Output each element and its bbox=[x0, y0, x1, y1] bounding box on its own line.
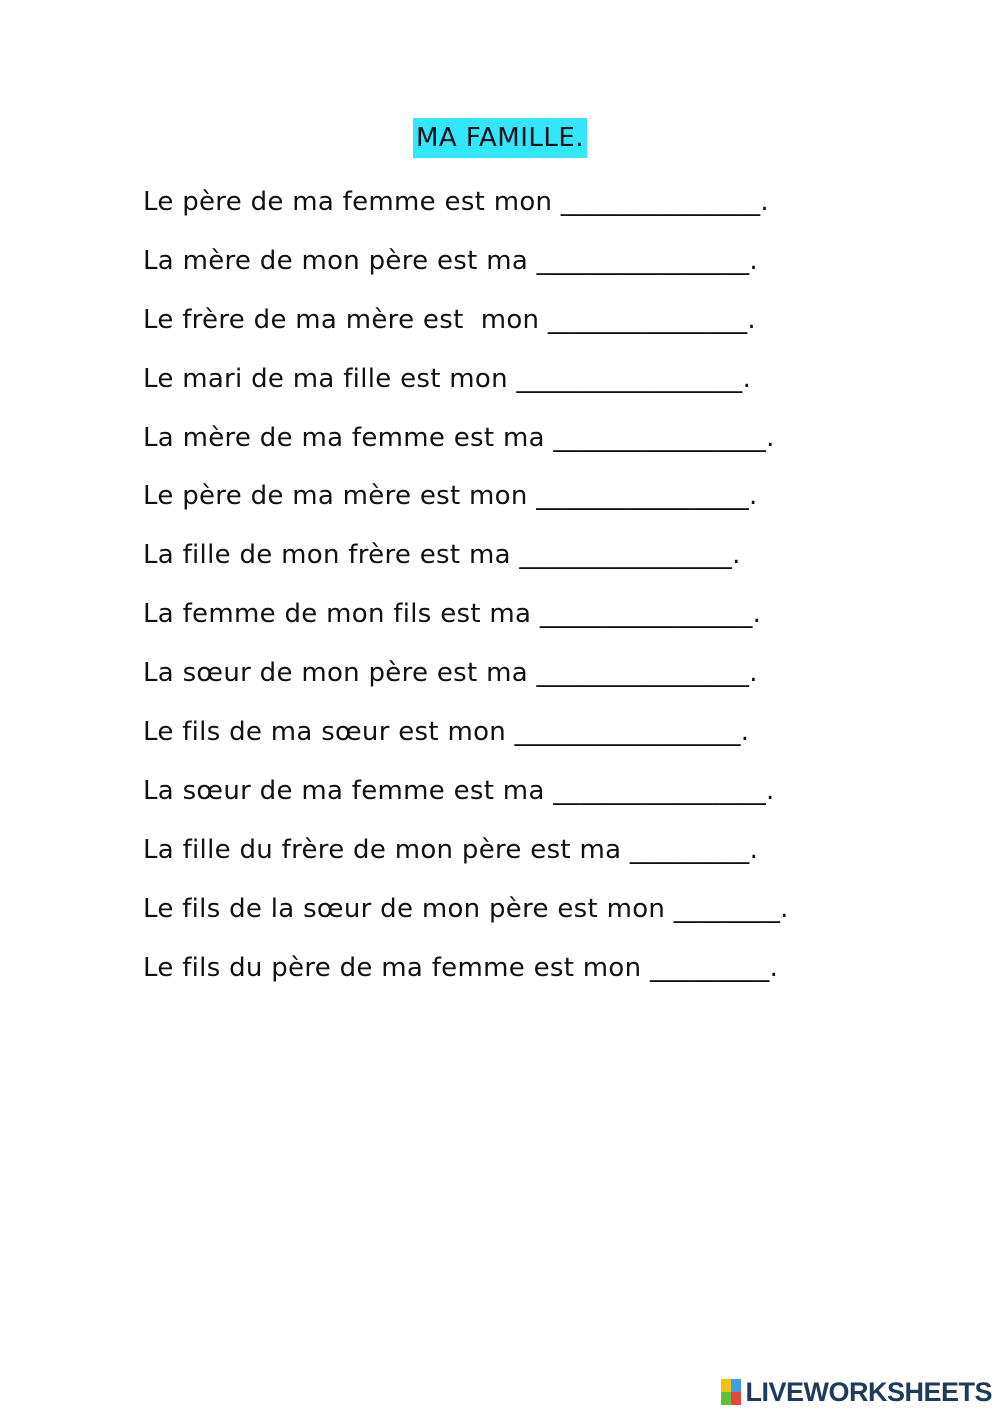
exercise-line: La sœur de ma femme est ma ________________. bbox=[143, 775, 775, 806]
liveworksheets-logo bbox=[721, 1377, 992, 1407]
exercise-line: La mère de ma femme est ma ________________. bbox=[143, 422, 775, 453]
logo-text: LIVEWORKSHEETS bbox=[745, 1376, 992, 1407]
exercise-line: La fille du frère de mon père est ma _________. bbox=[143, 834, 759, 865]
exercise-line: Le fils de ma sœur est mon _________________. bbox=[143, 717, 750, 748]
exercise-line: Le père de ma mère est mon ________________. bbox=[143, 481, 758, 512]
exercise-line: Le père de ma femme est mon _______________. bbox=[143, 187, 769, 217]
exercise-line: Le frère de ma mère est mon _______________. bbox=[143, 304, 756, 335]
exercise-line: La sœur de mon père est ma ________________. bbox=[143, 658, 758, 689]
exercise-line: La fille de mon frère est ma ________________. bbox=[143, 540, 741, 571]
exercise-line: La femme de mon fils est ma ________________. bbox=[143, 599, 762, 630]
title-container bbox=[0, 118, 1000, 158]
exercise-line: La mère de mon père est ma ________________. bbox=[143, 245, 758, 276]
exercise-line: Le fils du père de ma femme est mon _________. bbox=[143, 952, 779, 983]
liveworksheets-logo-icon bbox=[721, 1379, 741, 1405]
exercise-list bbox=[143, 182, 789, 1006]
exercise-line: Le mari de ma fille est mon _________________. bbox=[143, 363, 752, 394]
page-title: MA FAMILLE. bbox=[413, 118, 587, 158]
exercise-line: Le fils de la sœur de mon père est mon ________. bbox=[143, 893, 789, 924]
